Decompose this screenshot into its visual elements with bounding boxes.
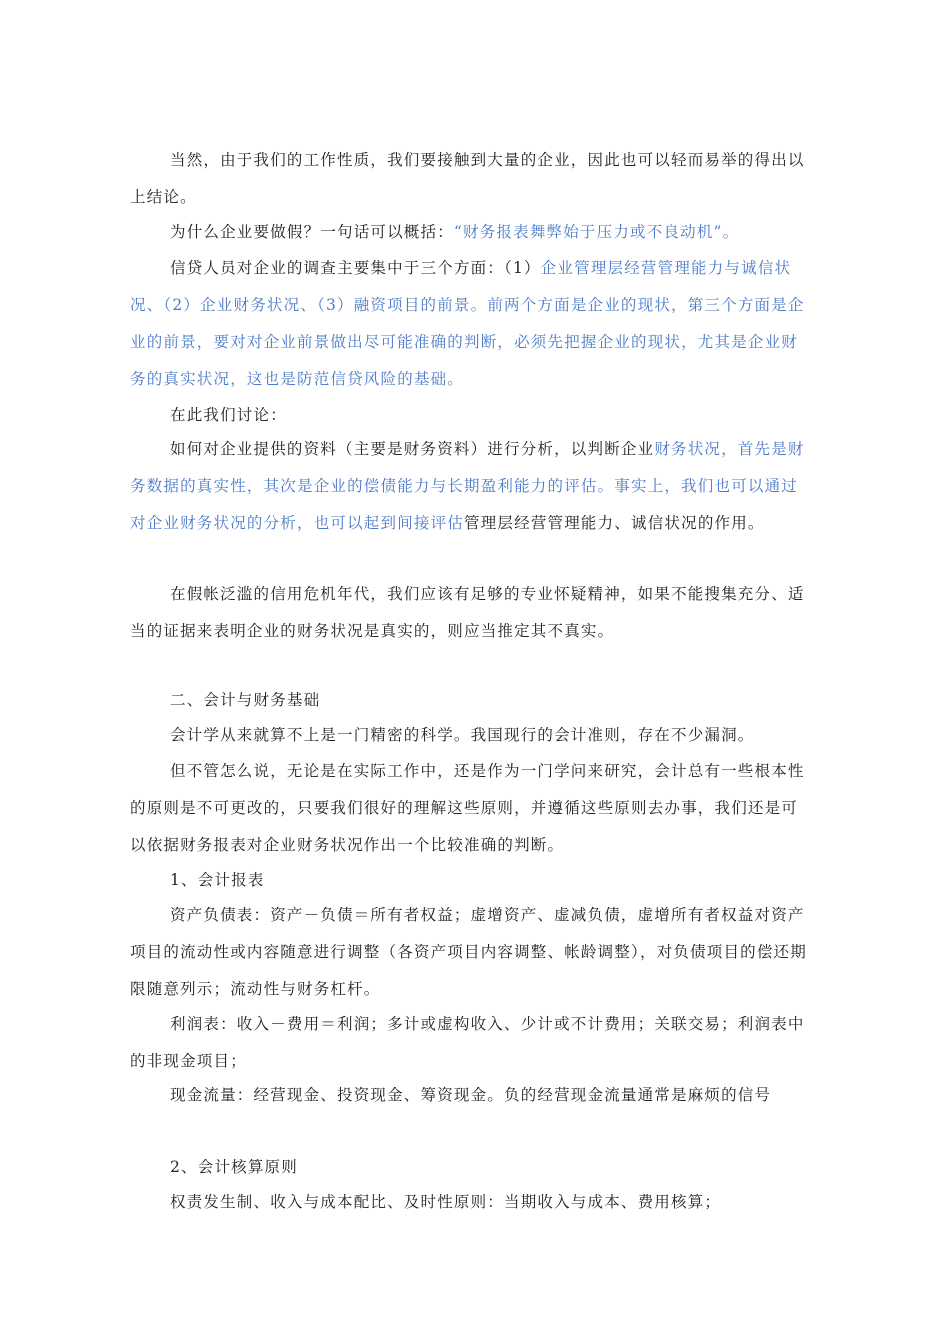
highlighted-quote: “财务报表舞弊始于压力或不良动机”。 — [453, 223, 740, 241]
paragraph-accrual-basis — [130, 1184, 810, 1221]
subheading-text: 2、会计核算原则 — [170, 1158, 298, 1176]
section-heading-text: 二、会计与财务基础 — [170, 691, 321, 709]
paragraph-skepticism — [130, 576, 810, 650]
paragraph-why-fraud — [130, 214, 810, 251]
subheading-statements — [130, 862, 810, 899]
paragraph-balance-sheet — [130, 897, 810, 1008]
paragraph-text: 在假帐泛滥的信用危机年代，我们应该有足够的专业怀疑精神，如果不能搜集充分、适当的证据来表明企业的财务状况是真实的，则应当推定其不真实。 — [130, 585, 805, 640]
paragraph-text: 资产负债表：资产－负债＝所有者权益；虚增资产、虚减负债，虚增所有者权益对资产项目的流动性或内容随意进行调整（各资产项目内容调整、帐龄调整），对负债项目的偿还期限随意列示；流动性与财务杠杆。 — [130, 906, 807, 998]
paragraph-text: 利润表：收入－费用＝利润；多计或虚构收入、少计或不计费用；关联交易；利润表中的非现金项目； — [130, 1015, 805, 1070]
paragraph-text: 权责发生制、收入与成本配比、及时性原则：当期收入与成本、费用核算； — [170, 1193, 722, 1211]
highlighted-text: 企业管理层经营管理能力与诚信状况、（2）企业财务状况、（3）融资项目的前景。前两个方面是企业的现状，第三个方面是企业的前景，要对对企业前景做出尽可能准确的判断，必须先把握企业的现状，尤其是企业财务的真实状况，这也是防范信贷风险的基础。 — [130, 259, 805, 388]
section-heading-accounting — [130, 682, 810, 719]
paragraph-conclusion — [130, 142, 810, 216]
paragraph-text: 会计学从来就算不上是一门精密的科学。我国现行的会计准则，存在不少漏洞。 — [170, 726, 755, 744]
paragraph-text: 管理层经营管理能力、诚信状况的作用。 — [464, 514, 765, 532]
paragraph-discussion-intro — [130, 397, 810, 434]
paragraph-text: 如何对企业提供的资料（主要是财务资料）进行分析，以判断企业 — [170, 440, 655, 458]
paragraph-text: 现金流量：经营现金、投资现金、筹资现金。负的经营现金流量通常是麻烦的信号 — [170, 1086, 772, 1104]
paragraph-three-aspects — [130, 250, 810, 398]
paragraph-accounting-science — [130, 717, 810, 754]
subheading-accounting-principles — [130, 1149, 810, 1186]
highlighted-text: 财务状况，首先是财务数据的真实性，其次是企业的偿债能力与长期盈利能力的评估。事实上，我们也可以通过对企业财务状况的分析，也可以起到间接评估 — [130, 440, 805, 532]
subheading-text: 1、会计报表 — [170, 871, 265, 889]
paragraph-text: 为什么企业要做假？一句话可以概括： — [170, 223, 454, 241]
paragraph-text: 当然，由于我们的工作性质，我们要接触到大量的企业，因此也可以轻而易举的得出以上结论。 — [130, 151, 805, 206]
paragraph-text: 但不管怎么说，无论是在实际工作中，还是作为一门学问来研究，会计总有一些根本性的原则是不可更改的，只要我们很好的理解这些原则，并遵循这些原则去办事，我们还是可以依据财务报表对企业财务状况作出一个比较准确的判断。 — [130, 762, 805, 854]
paragraph-text: 在此我们讨论： — [170, 406, 287, 424]
paragraph-principles — [130, 753, 810, 864]
paragraph-cash-flow — [130, 1077, 810, 1114]
paragraph-analysis — [130, 431, 810, 542]
paragraph-income-statement — [130, 1006, 810, 1080]
paragraph-text: 信贷人员对企业的调查主要集中于三个方面：（1） — [170, 259, 541, 277]
